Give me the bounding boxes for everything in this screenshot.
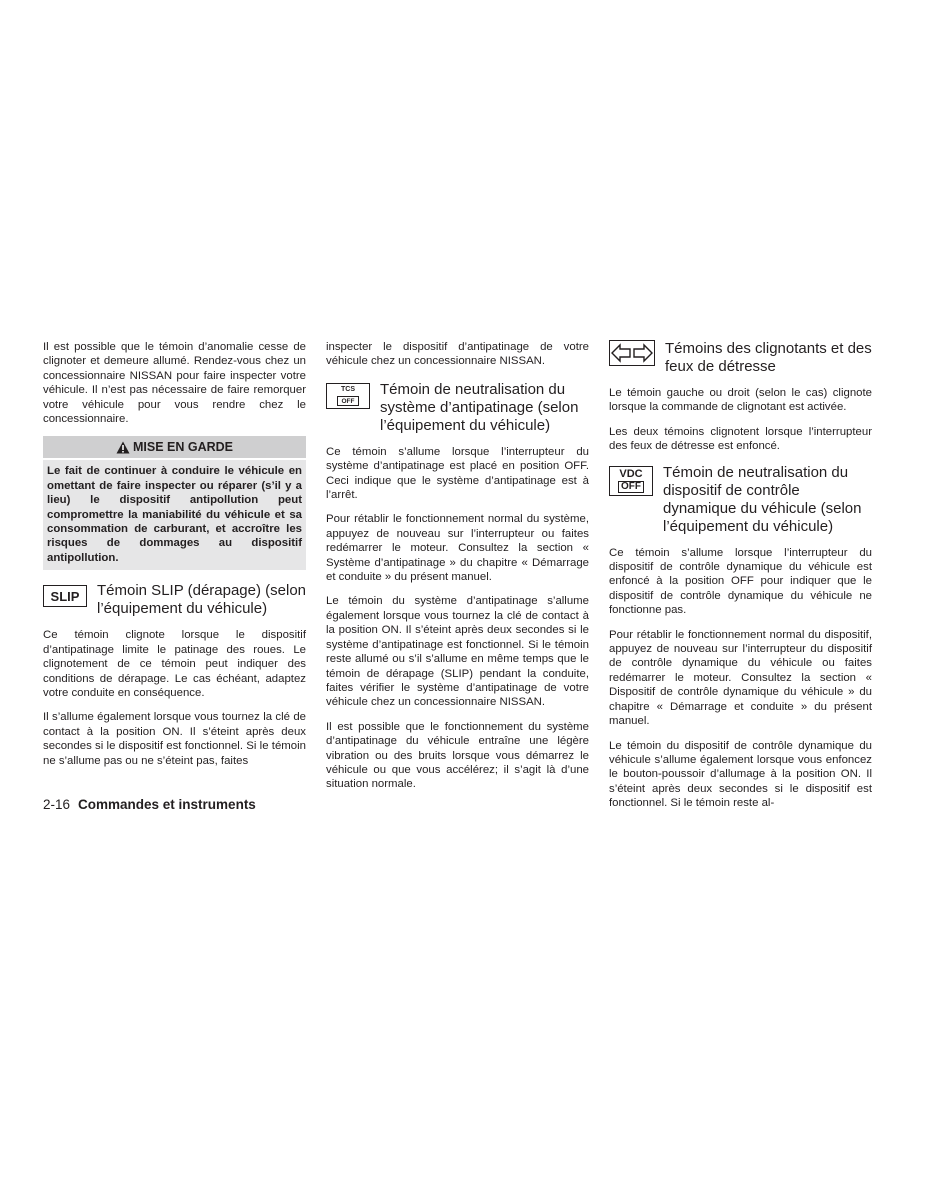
turn-signal-section-heading <box>609 340 872 376</box>
warning-title: MISE EN GARDE <box>132 440 233 455</box>
paragraph: Pour rétablir le fonctionnement normal du système, appuyez de nouveau sur l’interrupteur ou faites redémarrer le moteur. Consultez la section « Système d’antipatinage » du chapitre « Démarrage et conduite » du présent manuel. <box>326 513 589 584</box>
paragraph: Il est possible que le fonctionnement du système d’antipatinage du véhicule entraîne une légère vibration ou des bruits lorsque vous démarrez le véhicule ou que vous accélérez; il s’agit là d’une situation normale. <box>326 720 589 791</box>
tcs-off-label: OFF <box>337 396 359 406</box>
section-heading: Témoin SLIP (dérapage) (selon l’équipement du véhicule) <box>97 582 307 618</box>
section-title: Commandes et instruments <box>78 797 256 812</box>
paragraph: Les deux témoins clignotent lorsque l’interrupteur des feux de détresse est enfoncé. <box>609 425 872 453</box>
paragraph: Ce témoin s’allume lorsque l’interrupteur du système d’antipatinage est placé en position OFF. Ceci indique que le système d’antipatinage est à l’arrêt. <box>326 445 589 502</box>
page-footer <box>43 797 256 812</box>
paragraph: Ce témoin s’allume lorsque l’interrupteur du dispositif de contrôle dynamique du véhicule est enfoncé à la position OFF pour indiquer que le dispositif de contrôle dynamique du véhicule ne fonctionne pas. <box>609 546 872 617</box>
section-heading: Témoin de neutralisation du dispositif de contrôle dynamique du véhicule (selon l’équipement du véhicule) <box>663 463 862 535</box>
paragraph: Il s’allume également lorsque vous tournez la clé de contact à la position ON. Il s’éteint après deux secondes si le dispositif est fonctionnel. Si le témoin ne s’allume pas ou ne s’éteint pas, faites <box>43 711 306 767</box>
paragraph: inspecter le dispositif d’antipatinage de votre véhicule chez un concessionnaire NISSAN. <box>326 341 589 368</box>
paragraph: Il est possible que le témoin d’anomalie cesse de clignoter et demeure allumé. Rendez-vous chez un concessionnaire NISSAN pour faire inspecter votre véhicule. Il n’est pas nécessaire de faire remorquer votre véhicule pour vous rendre chez le concessionnaire. <box>43 341 306 426</box>
paragraph: Ce témoin clignote lorsque le dispositif d’antipatinage limite le patinage des roues. Le clignotement de ce témoin peut indiquer des conditions de dérapage. Le cas échéant, adaptez votre conduite en conséquence. <box>43 629 306 699</box>
section-heading: Témoins des clignotants et des feux de détresse <box>665 340 872 375</box>
slip-indicator-icon <box>43 585 87 607</box>
arrows-icon <box>611 343 653 363</box>
vdc-off-label: OFF <box>618 481 644 493</box>
column-3 <box>609 340 872 821</box>
slip-section-heading <box>43 582 306 618</box>
tcs-icon-label: TCS <box>341 385 355 393</box>
paragraph: Le témoin du dispositif de contrôle dynamique du véhicule s’allume également lorsque vous enfoncez le bouton-poussoir d’allumage à la position ON. Il s’éteint après deux secondes si le dispositif est fonctionnel. Si le témoin reste al- <box>609 739 872 810</box>
page-number: 2-16 <box>43 797 71 812</box>
section-heading: Témoin de neutralisation du système d’antipatinage (selon l’équipement du véhicule) <box>380 380 579 434</box>
column-1 <box>43 340 306 778</box>
paragraph: Le témoin du système d’antipatinage s’allume également lorsque vous tournez la clé de contact à la position ON. Il s’éteint après deux secondes si le système d’antipatinage est fonctionnel. Si le témoin reste allumé ou s’il s’allume en même temps que le témoin de dérapage (SLIP) pendant la conduite, faites vérifier le système d’antipatinage de votre véhicule chez un concessionnaire NISSAN. <box>326 595 589 709</box>
vdc-off-indicator-icon <box>609 466 653 496</box>
vdc-section-heading <box>609 464 872 536</box>
warning-header <box>43 436 306 458</box>
paragraph: Le témoin gauche ou droit (selon le cas) clignote lorsque la commande de clignotant est activée. <box>609 387 872 414</box>
slip-icon-label: SLIP <box>50 588 80 604</box>
paragraph: Pour rétablir le fonctionnement normal du dispositif, appuyez de nouveau sur l’interrupteur du dispositif de contrôle dynamique du véhicule ou faites redémarrer le moteur. Consultez la section « Dispositif de contrôle dynamique du véhicule » du chapitre « Démarrage et conduite » du présent manuel. <box>609 628 872 728</box>
tcs-section-heading <box>326 381 589 435</box>
warning-text: Le fait de continuer à conduire le véhicule en omettant de faire inspecter ou réparer (s’il y a lieu) le dispositif antipollution peut compromettre la maniabilité du véhicule et sa consommation de carburant, et accroître les risques de dommages au dispositif antipollution. <box>43 460 306 570</box>
vdc-icon-label: VDC <box>619 467 643 480</box>
turn-signal-arrows-icon <box>609 340 655 366</box>
column-2 <box>326 340 589 802</box>
tcs-off-indicator-icon <box>326 383 370 409</box>
warning-triangle-icon <box>116 441 130 454</box>
